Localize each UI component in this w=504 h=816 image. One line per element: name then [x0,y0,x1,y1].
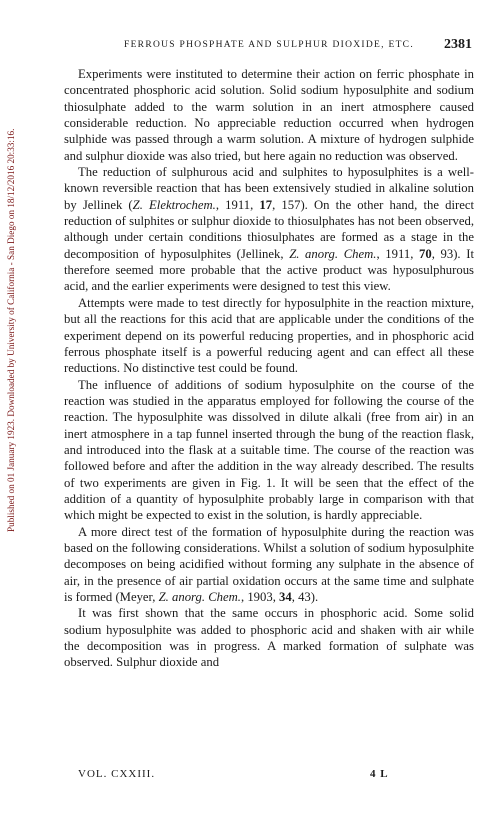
text-run: , 1903, [240,590,280,604]
journal-citation: Z. anorg. Chem. [158,590,241,604]
article-body [64,66,474,671]
text-run: The reduction of sulphurous acid and sulphites to hyposulphites is a well-known reversible reaction that has been extensively studied in alkaline solution by Jellinek ( [64,165,474,212]
page-number: 2381 [444,37,472,52]
paragraph: Experiments were instituted to determine their action on ferric phosphate in concentrated phosphoric acid solution. Solid sodium hyposulphite and sodium thiosulphate added to the warm solution in an inert atmosphere caused considerable reduction. No appreciable reduction occurred when hydrogen sulphide was passed through a warm solution. A mixture of hydrogen sulphide and sulphur dioxide was also tried, but here again no reduction was observed. [64,67,474,163]
text-run: , 43). [291,590,319,604]
text-run: , 1911, [376,246,420,261]
paragraph: The influence of additions of sodium hyposulphite on the course of the reaction was studied in the apparatus employed for following the course of the reaction. The hyposulphite was dissolved in dilute alkali (free from air) in an inert atmosphere in a tap funnel inserted through the bung of the reaction flask, and introduced into the flask at a suitable time. The course of the reaction was followed before and after the addition in the way already described. The results of two experiments are given in Fig. 1. It will be seen that the effect of the addition of a quantity of hyposulphite probably large in comparison with that which might be expected to exist in the solution, is hardly appreciable. [64,377,474,523]
paragraph: It was first shown that the same occurs in phosphoric acid. Some solid sodium hyposulphite was added to phosphoric acid and shaken with air while the decomposition was in progress. A marked formation of sulphate was observed. Sulphur dioxide and [64,606,474,670]
journal-citation: Z. anorg. Chem. [289,246,377,261]
paragraph [64,524,474,606]
volume-number: 34 [279,590,292,604]
text-run: A more direct test of the formation of hyposulphite during the reaction was based on the following considerations. Whilst a solution of sodium hyposulphite decomposes on being acidified without forming any sulphate in the absence of air, in the presence of air partial oxidation occurs at the same time and sulphate is formed (Meyer, [64,524,474,604]
download-notice-sidebar: Published on 01 January 1923. Downloaded by University of California - San Diego on 18/12/2016 20:33:16. [6,128,16,532]
text-run: , 1911, [215,197,260,212]
volume-number: 70 [419,246,432,261]
signature-mark: 4 L [370,768,389,780]
journal-citation: Z. Elektrochem. [132,197,216,212]
volume-number: 17 [259,197,273,212]
paragraph: Attempts were made to test directly for hyposulphite in the reaction mixture, but all the reactions for this acid that are applicable under the conditions of the experiment depend on its powerful reducing properties, and in phosphoric acid ferrous phosphate itself is a powerful reducing agent and can effect all these reductions. No distinctive test could be found. [64,295,474,376]
text-run: , 157). On the other hand, the direct reduction of sulphites or sulphur dioxide to thiosulphates has not been observed, although under certain conditions thiosulphates are formed as a stage in the decomposition of hyposulphites (Jellinek, [64,197,474,261]
running-title: FERROUS PHOSPHATE AND SULPHUR DIOXIDE, ETC. [124,40,414,50]
paragraph [64,164,474,295]
text-run: , 93). It therefore seemed more probable that the active product was hyposulphurous acid, and the earlier experiments were designed to test this view. [64,246,474,294]
volume-label: VOL. CXXIII. [78,768,156,780]
